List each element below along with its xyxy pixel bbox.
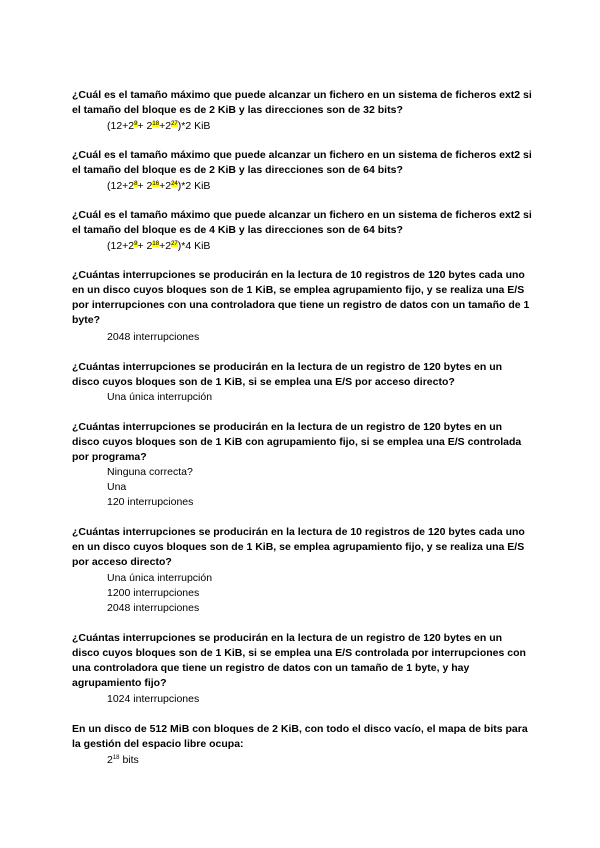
question-3: ¿Cuál es el tamaño máximo que puede alcanzar un fichero en un sistema de ficheros ext2 si el tamaño del bloque es de 4 KiB y las direcciones son de 64 bits? (72, 209, 532, 236)
answer-9-power: $2^{18}$ bits (107, 754, 139, 766)
answer-5-1: Una única interrupción (107, 391, 213, 403)
question-1: ¿Cuál es el tamaño máximo que puede alcanzar un fichero en un sistema de ficheros ext2 si el tamaño del bloque es de 2 KiB y las direcciones son de 32 bits? (72, 89, 532, 116)
question-9: En un disco de 512 MiB con bloques de 2 KiB, con todo el disco vacío, el mapa de bits para la gestión del espacio libre ocupa: (72, 723, 528, 750)
answer-2-formula: $(12+2^8+ 2^{16}+2^{24})*2$ KiB (107, 180, 211, 192)
question-2: ¿Cuál es el tamaño máximo que puede alcanzar un fichero en un sistema de ficheros ext2 si el tamaño del bloque es de 2 KiB y las direcciones son de 64 bits? (72, 149, 532, 176)
answer-6-1: Ninguna correcta? (107, 466, 193, 478)
answer-7-2: 1200 interrupciones (107, 587, 200, 599)
question-7: ¿Cuántas interrupciones se producirán en la lectura de 10 registros de 120 bytes cada uno en un disco cuyos bloques son de 1 KiB, se emplea agrupamiento fijo, y se realiza una E/S por acceso directo? (72, 526, 525, 568)
answer-1-formula: $(12+2^9+ 2^{18}+2^{27})*2$ KiB (107, 120, 211, 132)
question-8: ¿Cuántas interrupciones se producirán en la lectura de un registro de 120 bytes en un disco cuyos bloques son de 1 KiB, si se emplea una E/S controlada por interrupciones con una controladora que tiene un registro de datos con un tamaño de 1 byte, y hay agrupamiento fijo? (72, 632, 526, 689)
answer-3-formula: $(12+2^9+ 2^{18}+2^{27})*4$ KiB (107, 240, 211, 252)
answer-6-3: 120 interrupciones (107, 496, 194, 508)
answer-8-1: 1024 interrupciones (107, 693, 200, 705)
question-5: ¿Cuántas interrupciones se producirán en la lectura de un registro de 120 bytes en un disco cuyos bloques son de 1 KiB, si se emplea una E/S por acceso directo? (72, 361, 503, 388)
question-4: ¿Cuántas interrupciones se producirán en la lectura de 10 registros de 120 bytes cada uno en un disco cuyos bloques son de 1 KiB, se emplea agrupamiento fijo, y se realiza una E/S por interrupciones con una controladora que tiene un registro de datos con un tamaño de 1 byte? (72, 269, 530, 326)
answer-7-1: Una única interrupción (107, 572, 213, 584)
answer-6-2: Una (107, 481, 127, 493)
question-6: ¿Cuántas interrupciones se producirán en la lectura de un registro de 120 bytes en un disco cuyos bloques son de 1 KiB con agrupamiento fijo, si se emplea una E/S controlada por programa? (72, 421, 522, 463)
answer-7-3: 2048 interrupciones (107, 602, 200, 614)
answer-4-1: 2048 interrupciones (107, 331, 200, 343)
